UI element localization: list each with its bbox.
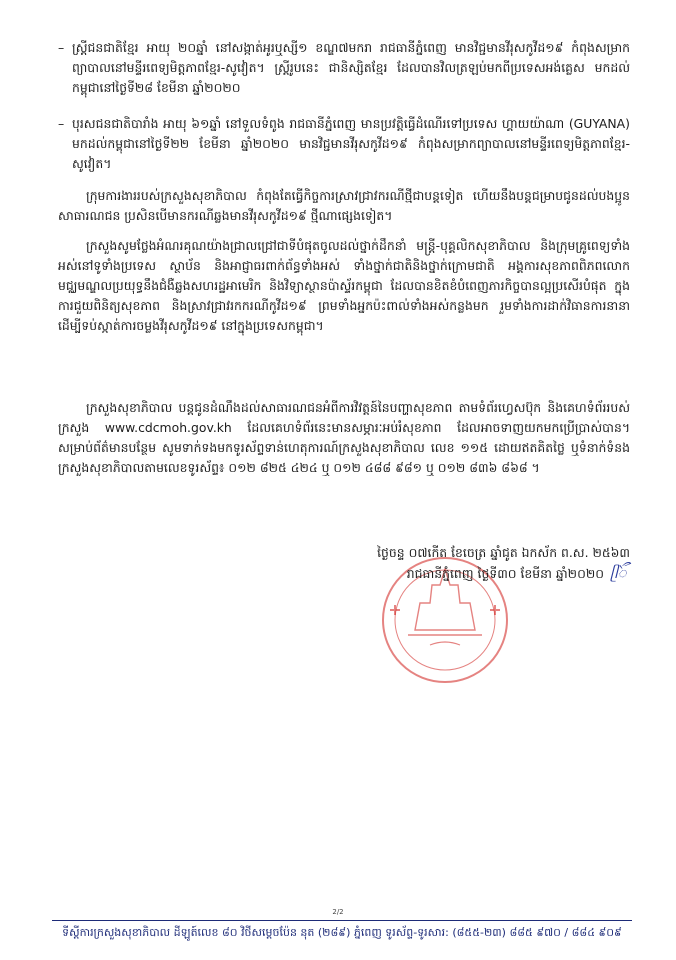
paragraph-investigation: ក្រុមការងាររបស់ក្រសួងសុខាភិបាល កំពុងតែធ្វើកិច្ចការស្រាវជ្រាវករណីថ្មីជាបន្តទៀត ហើយនឹងបន្តជម្រាបជូនដល់បងប្អូនសាធារណជន ប្រសិនបើមានករណីឆ្លងមានវីរុសកូវីដ១៩ ថ្មីណាផ្សេងទៀត។ <box>58 188 630 223</box>
bullet-text: ស្ត្រីជនជាតិខ្មែរ អាយុ ២០ឆ្នាំ នៅសង្កាត់អូរឬស្សី១ ខណ្ឌ៧មករា រាជធានីភ្នំពេញ មានវិជ្ជមានវីរុសកូវីដ១៩ កំពុងសម្រាកព្យាបាលនៅមន្ទីរពេទ្យមិត្តភាពខ្មែរ-សូវៀត។ ស្ត្រីរូបនេះ ជានិស្សិតខ្មែរ ដែលបានវិលត្រឡប់មកពីប្រទេសអង់គ្លេស មកដល់កម្ពុជានៅថ្ងៃទី២៨ ខែមីនា ឆ្នាំ២០២០ <box>72 40 630 95</box>
bullet-dash: – <box>58 116 65 131</box>
paragraph-contact-info: ក្រសួងសុខាភិបាល បន្តជូនដំណឹងដល់សាធារណជនអំពីការវិវត្តន៍នៃបញ្ហាសុខភាព តាមទំព័រហ្វេសប៊ុក និងគេហទំព័ររបស់ក្រសួង www.cdcmoh.gov.kh ដែលគេហទំព័រនេះមានសម្ភារៈអប់រំសុខភាព ដែលអាចទាញយកមកប្រើប្រាស់បាន។ សម្រាប់ព័ត៌មានបន្ថែម សូមទាក់ទងមកទូរស័ព្ទទាន់ហេតុការណ៍ក្រសួងសុខាភិបាល លេខ ១១៥ ដោយឥតគិតថ្លៃ ឬទំនាក់ទំនងក្រសួងសុខាភិបាលតាមលេខទូរស័ព្ទ៖ ០១២ ៨២៥ ៤២៤ ឬ ០១២ ៤៨៨ ៩៨១ ឬ ០១២ ៨៣៦ ៨៦៨ ។ <box>58 400 630 475</box>
case-bullet-1 <box>58 38 630 98</box>
bullet-dash: – <box>58 40 65 55</box>
signature-lunar-date: ថ្ងៃចន្ទ ០៧កើត ខែចេត្រ ឆ្នាំជូត ឯកស័ក ព.ស. ២៥៦៣ <box>377 545 630 560</box>
page-number: 2/2 <box>332 908 344 916</box>
case-bullet-2 <box>58 114 630 174</box>
handwritten-signature-icon: ᥫᭂ <box>610 564 627 582</box>
footer-address: ទីស្តីការក្រសួងសុខាភិបាល ដីឡូត៍លេខ ៨០ វិថីសម្តេចប៉ែន នុត (២៨៩) ភ្នំពេញ ទូរស័ព្ទ-ទូរសារ: (៨៥៥-២៣) ៨៨៥ ៩៧០ / ៨៨៤ ៩០៩ <box>62 926 622 939</box>
signature-solar-date: រាជធានីភ្នំពេញ ថ្ងៃទី៣០ ខែមីនា ឆ្នាំ២០២០ <box>406 566 604 581</box>
footer-divider <box>52 920 632 921</box>
paragraph-acknowledgement: ក្រសួងសូមថ្លែងអំណរគុណយ៉ាងជ្រាលជ្រៅជាទីបំផុតចូលដល់ថ្នាក់ដឹកនាំ មន្ត្រី-បុគ្គលិកសុខាភិបាល និងក្រុមគ្រូពេទ្យទាំងអស់នៅទូទាំងប្រទេស ស្ថាប័ន និងអាជ្ញាធរពាក់ព័ន្ធទាំងអស់ ទាំងថ្នាក់ជាតិនិងថ្នាក់ក្រោមជាតិ អង្គការសុខភាពពិភពលោក មជ្ឈមណ្ឌលប្រយុទ្ធនឹងជំងឺឆ្លងសហរដ្ឋអាមេរិក និងវិទ្យាស្ថានប៉ាស្ទ័រកម្ពុជា ដែលបានខិតខំបំពេញភារកិច្ចបានល្អប្រសើរបំផុត ក្នុងការជួយពិនិត្យសុខភាព និងស្រាវជ្រាវរកករណីកូវីដ១៩ ព្រមទាំងអ្នកប៉ះពាល់ទាំងអស់កន្លងមក រួមទាំងការដាក់វិធានការនានា ដើម្បីទប់ស្កាត់ការចម្លងវីរុសកូវីដ១៩ នៅក្នុងប្រទេសកម្ពុជា។ <box>58 238 630 333</box>
bullet-text: បុរសជនជាតិបារាំង អាយុ ៦១ឆ្នាំ នៅទួលទំពូង រាជធានីភ្នំពេញ មានប្រវត្តិធ្វើដំណើរទៅប្រទេស ហ្គាយយ៉ាណា (GUYANA) មកដល់កម្ពុជានៅថ្ងៃទី២២ ខែមីនា ឆ្នាំ២០២០ មានវិជ្ជមានវីរុសកូវីដ១៩ កំពុងសម្រាកព្យាបាលនៅមន្ទីរពេទ្យមិត្តភាពខ្មែរ-សូវៀត។ <box>72 116 630 171</box>
